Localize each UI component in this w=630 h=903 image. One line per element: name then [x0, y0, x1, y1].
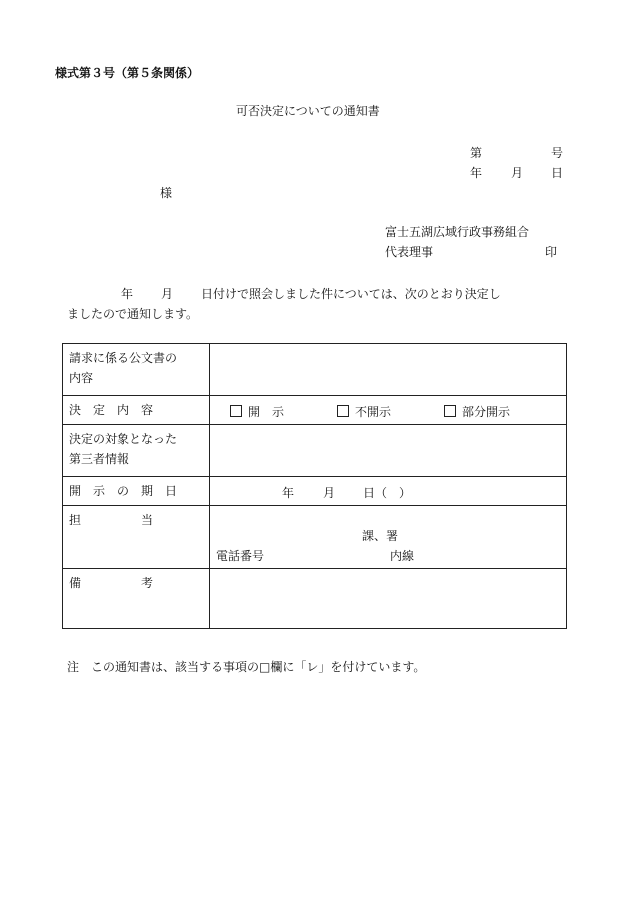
- contact-wrap: [210, 506, 566, 568]
- table-row: [63, 396, 567, 425]
- doc-number-go: 号: [551, 146, 564, 160]
- extension-label: 内線: [390, 549, 415, 563]
- table-row: [63, 477, 567, 506]
- contact-field[interactable]: [210, 506, 567, 569]
- disclosure-month: 月: [323, 486, 336, 500]
- decision-label: 決 定 内 容: [63, 396, 210, 425]
- body-text-line2: ましたので通知します。: [67, 307, 199, 321]
- checkbox-icon[interactable]: [337, 405, 349, 417]
- label-line: 請求に係る公文書の: [69, 351, 178, 365]
- doc-number-dai: 第: [470, 146, 483, 160]
- third-party-info-label: [63, 425, 210, 477]
- checkbox-icon[interactable]: [444, 405, 456, 417]
- request-content-label: [63, 344, 210, 396]
- checkbox-icon[interactable]: [230, 405, 242, 417]
- table-row: [63, 344, 567, 396]
- footnote: 注 この通知書は、該当する事項の□欄に「レ」を付けています。: [67, 660, 426, 674]
- body-month: 月: [161, 287, 174, 301]
- remarks-label: 備 考: [63, 569, 210, 629]
- issuer-organization: 富士五湖広域行政事務組合: [385, 225, 530, 239]
- disclosure-year: 年: [282, 486, 295, 500]
- date-day: 日: [551, 166, 564, 180]
- disclosure-date-field[interactable]: [210, 477, 567, 506]
- table-row: [63, 569, 567, 629]
- date-month: 月: [511, 166, 524, 180]
- addressee-suffix: 様: [160, 186, 173, 200]
- option-nondisclose[interactable]: [337, 403, 391, 420]
- option-label: 不開示: [355, 405, 392, 419]
- label-line: 内容: [69, 371, 94, 385]
- date-year: 年: [470, 166, 483, 180]
- disclosure-date-label: 開 示 の 期 日: [63, 477, 210, 506]
- contact-label: 担 当: [63, 506, 210, 569]
- table-row: [63, 506, 567, 569]
- option-partial-disclose[interactable]: [444, 403, 510, 420]
- label-line: 決定の対象となった: [69, 432, 178, 446]
- form-number: 様式第３号（第５条関係）: [55, 66, 200, 80]
- body-year: 年: [121, 287, 134, 301]
- document-title: 可否決定についての通知書: [236, 104, 380, 118]
- request-content-field[interactable]: [210, 344, 567, 396]
- seal-mark: 印: [545, 245, 558, 259]
- option-disclose[interactable]: [230, 403, 284, 420]
- third-party-info-field[interactable]: [210, 425, 567, 477]
- body-text-line1: 日付けで照会しました件については、次のとおり決定し: [201, 287, 501, 301]
- phone-label: 電話番号: [216, 549, 265, 563]
- option-label: 部分開示: [462, 405, 511, 419]
- table-row: [63, 425, 567, 477]
- remarks-field[interactable]: [210, 569, 567, 629]
- decision-options: [210, 396, 567, 425]
- option-label: 開 示: [248, 405, 285, 419]
- label-line: 第三者情報: [69, 452, 130, 466]
- disclosure-day: 日（ ）: [363, 486, 412, 500]
- issuer-representative: 代表理事: [385, 245, 434, 259]
- decision-table: [62, 343, 567, 629]
- section-label: 課、署: [362, 529, 399, 543]
